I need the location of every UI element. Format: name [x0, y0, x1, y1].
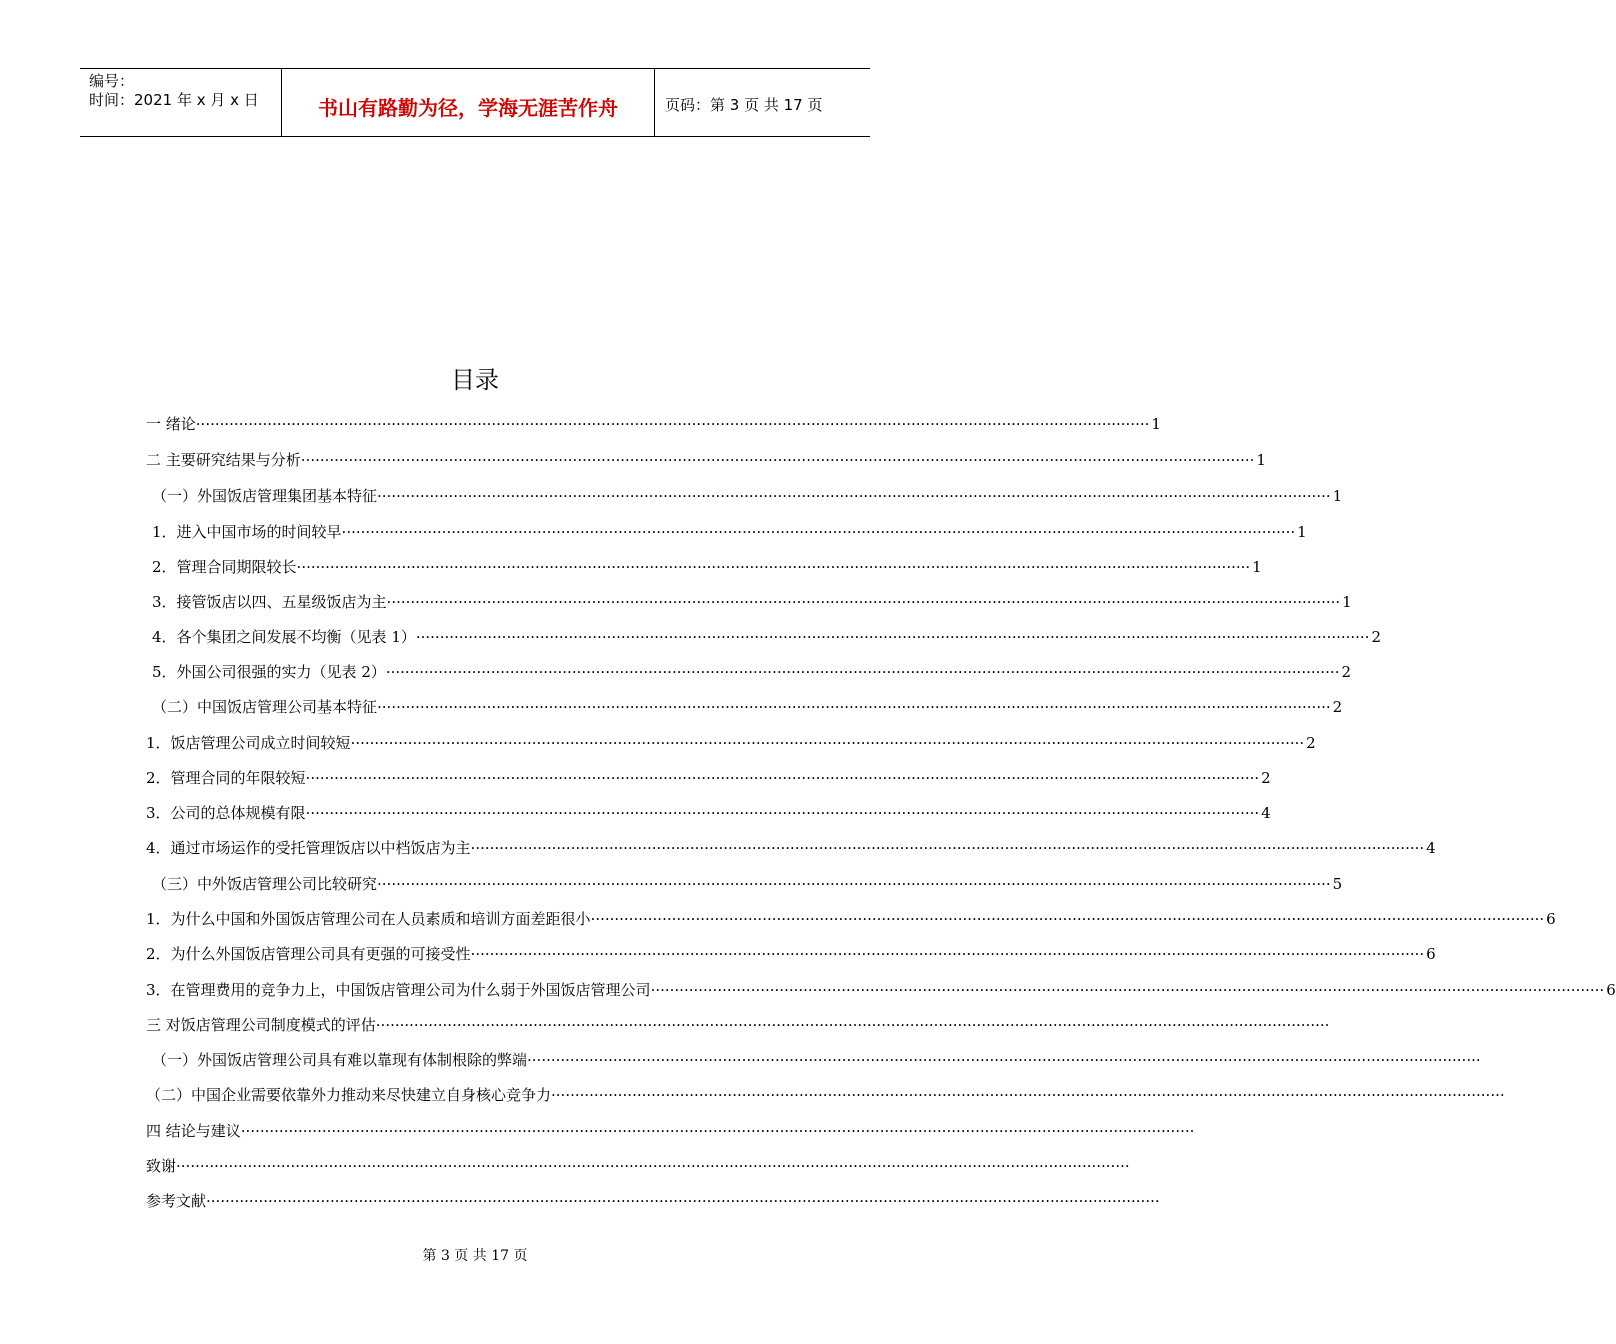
toc-entry[interactable] [152, 520, 1307, 544]
toc-entry-page: 2 [1306, 734, 1316, 752]
toc-entry[interactable] [152, 695, 1343, 719]
document-number-label: 编号： [89, 72, 135, 90]
leader-dots: ········································································································································································································ [296, 558, 1251, 576]
toc-entry[interactable] [146, 448, 1266, 472]
page-header [80, 68, 870, 137]
toc-entry-label: 2．管理合同期限较长 [152, 558, 297, 576]
leader-dots: ········································································································································································································ [377, 698, 1331, 716]
toc-entry[interactable] [146, 1154, 1130, 1178]
toc-entry[interactable] [152, 625, 1382, 649]
toc-entry-page: 6 [1546, 910, 1556, 928]
leader-dots: ········································································································································································································ [527, 1051, 1481, 1069]
toc-entry[interactable] [152, 590, 1352, 614]
leader-dots: ········································································································································································································ [206, 1192, 1160, 1210]
leader-dots: ········································································································································································································ [385, 663, 1340, 681]
header-motto-cell [282, 69, 655, 136]
toc-entry-label: 2．为什么外国饭店管理公司具有更强的可接受性 [146, 945, 471, 963]
toc-entry-label: 二 主要研究结果与分析 [146, 451, 301, 469]
toc-entry[interactable] [152, 1048, 1481, 1072]
toc-entry-label: （二）中国企业需要依靠外力推动来尽快建立自身核心竞争力 [146, 1086, 552, 1104]
toc-entry[interactable] [152, 555, 1262, 579]
toc-entry-page: 2 [1332, 698, 1343, 716]
toc-entry-label: 致谢 [146, 1157, 177, 1175]
leader-dots: ········································································································································································································ [470, 945, 1425, 963]
header-page-cell [655, 69, 870, 136]
toc-entry[interactable] [146, 836, 1436, 860]
toc-entry[interactable] [152, 660, 1352, 684]
toc-entry[interactable] [146, 731, 1316, 755]
toc-entry[interactable] [146, 1083, 1505, 1107]
leader-dots: ········································································································································································································ [551, 1086, 1505, 1104]
leader-dots: ········································································································································································································ [341, 523, 1296, 541]
header-meta-cell [80, 69, 282, 136]
toc-entry[interactable] [146, 1189, 1160, 1213]
toc-entry[interactable] [146, 942, 1436, 966]
toc-entry-label: 4．通过市场运作的受托管理饭店以中档饭店为主 [146, 839, 471, 857]
toc-entry-label: 3．接管饭店以四、五星级饭店为主 [152, 593, 387, 611]
header-page-info: 页码：第 3 页 共 17 页 [665, 96, 823, 114]
toc-entry[interactable] [146, 412, 1161, 436]
toc-entry-page: 6 [1606, 981, 1616, 999]
toc-entry-label: 1．进入中国市场的时间较早 [152, 523, 342, 541]
leader-dots: ········································································································································································································ [377, 487, 1331, 505]
leader-dots: ········································································································································································································ [386, 593, 1341, 611]
leader-dots: ········································································································································································································ [300, 451, 1255, 469]
toc-entry[interactable] [146, 1013, 1330, 1037]
header-motto: 书山有路勤为径，学海无涯苦作舟 [318, 96, 618, 120]
toc-entry-label: 四 结论与建议 [146, 1122, 241, 1140]
document-date: 时间：2021 年 x 月 x 日 [89, 91, 259, 109]
toc-entry-page: 2 [1371, 628, 1382, 646]
toc-entry-page: 5 [1332, 875, 1343, 893]
toc-entry-page: 4 [1426, 839, 1436, 857]
toc-entry-page: 2 [1341, 663, 1352, 681]
toc-entry[interactable] [146, 907, 1556, 931]
toc-entry-page: 1 [1342, 593, 1352, 611]
toc-entry[interactable] [146, 1119, 1195, 1143]
page-footer: 第 3 页 共 17 页 [422, 1248, 528, 1264]
leader-dots: ········································································································································································································ [350, 734, 1305, 752]
leader-dots: ········································································································································································································ [415, 628, 1370, 646]
toc-entry-page: 1 [1151, 415, 1161, 433]
toc-entry-label: 1．饭店管理公司成立时间较短 [146, 734, 351, 752]
leader-dots: ········································································································································································································ [195, 415, 1150, 433]
leader-dots: ········································································································································································································ [377, 875, 1331, 893]
toc-entry-label: （三）中外饭店管理公司比较研究 [152, 875, 378, 893]
toc-entry[interactable] [146, 766, 1271, 790]
leader-dots: ········································································································································································································ [590, 910, 1545, 928]
toc-entry-label: 三 对饭店管理公司制度模式的评估 [146, 1016, 376, 1034]
toc-entry-page: 1 [1297, 523, 1307, 541]
leader-dots: ········································································································································································································ [176, 1157, 1130, 1175]
toc-entry-label: 4．各个集团之间发展不均衡（见表 1） [152, 628, 416, 646]
toc-entry-page: 6 [1426, 945, 1436, 963]
toc-entry-page: 1 [1252, 558, 1262, 576]
leader-dots: ········································································································································································································ [650, 981, 1605, 999]
toc-entry-label: （二）中国饭店管理公司基本特征 [152, 698, 378, 716]
toc-entry-label: 3．在管理费用的竞争力上，中国饭店管理公司为什么弱于外国饭店管理公司 [146, 981, 651, 999]
toc-entry-page: 1 [1332, 487, 1343, 505]
leader-dots: ········································································································································································································ [305, 769, 1260, 787]
toc-entry-label: 5．外国公司很强的实力（见表 2） [152, 663, 386, 681]
toc-entry-page: 1 [1256, 451, 1266, 469]
toc-entry-label: 参考文献 [146, 1192, 207, 1210]
toc-entry-label: 2．管理合同的年限较短 [146, 769, 306, 787]
toc-entry-label: （一）外国饭店管理公司具有难以靠现有体制根除的弊端 [152, 1051, 528, 1069]
toc-entry-page: 4 [1261, 804, 1271, 822]
toc-entry-label: （一）外国饭店管理集团基本特征 [152, 487, 378, 505]
leader-dots: ········································································································································································································ [305, 804, 1260, 822]
leader-dots: ········································································································································································································ [375, 1016, 1330, 1034]
leader-dots: ········································································································································································································ [470, 839, 1425, 857]
toc-entry[interactable] [152, 484, 1343, 508]
toc-entry-label: 一 绪论 [146, 415, 196, 433]
toc-entry[interactable] [146, 978, 1616, 1002]
leader-dots: ········································································································································································································ [240, 1122, 1195, 1140]
toc-entry-label: 1．为什么中国和外国饭店管理公司在人员素质和培训方面差距很小 [146, 910, 591, 928]
toc-title: 目录 [451, 366, 499, 394]
toc-entry-label: 3．公司的总体规模有限 [146, 804, 306, 822]
toc-entry[interactable] [152, 872, 1343, 896]
toc-entry[interactable] [146, 801, 1271, 825]
toc-entry-page: 2 [1261, 769, 1271, 787]
